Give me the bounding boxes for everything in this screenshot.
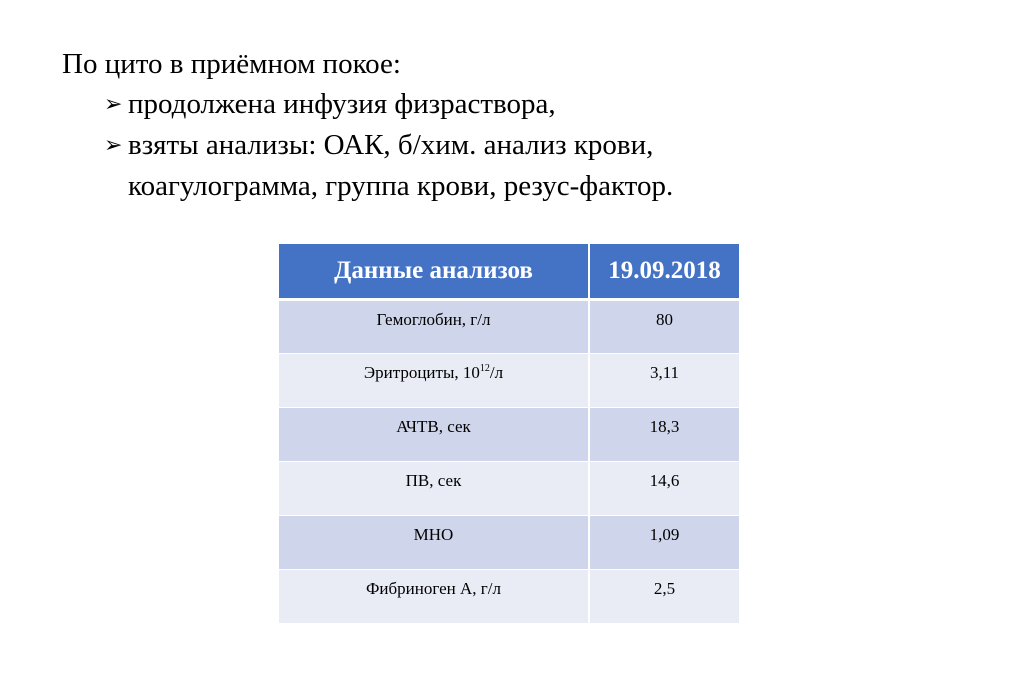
slide-heading: По цито в приёмном покое:: [62, 48, 401, 80]
row-label: ПВ, сек: [279, 462, 589, 516]
lab-results-table: [279, 244, 739, 624]
row-value: 18,3: [589, 408, 739, 462]
bullet-text: продолжена инфузия физраствора,: [128, 88, 556, 120]
row-label: Фибриноген А, г/л: [279, 570, 589, 624]
row-label-exponent: 12: [479, 363, 490, 374]
bullet-list: [104, 84, 904, 206]
row-label-prefix: Эритроциты, 10: [363, 363, 480, 382]
arrow-bullet-icon: ➢: [104, 92, 123, 117]
row-value: 14,6: [589, 462, 739, 516]
row-label: Гемоглобин, г/л: [279, 300, 589, 354]
row-label: МНО: [279, 516, 589, 570]
table-row: [279, 462, 739, 516]
row-label: АЧТВ, сек: [279, 408, 589, 462]
bullet-item-analyses: [104, 125, 904, 206]
table-header-row: [279, 244, 739, 300]
column-header-analysis: Данные анализов: [279, 244, 589, 300]
row-value: 1,09: [589, 516, 739, 570]
row-value: 3,11: [589, 354, 739, 408]
arrow-bullet-icon: ➢: [104, 133, 123, 158]
table-row: [279, 300, 739, 354]
table-row: [279, 408, 739, 462]
bullet-item-infusion: [104, 84, 904, 125]
table-row: [279, 570, 739, 624]
row-value: 2,5: [589, 570, 739, 624]
table-row: [279, 354, 739, 408]
bullet-text-continuation: коагулограмма, группа крови, резус-фактор.: [128, 170, 674, 202]
row-label: [279, 354, 589, 408]
row-label-suffix: /л: [489, 363, 504, 382]
column-header-date: 19.09.2018: [589, 244, 739, 300]
row-value: 80: [589, 300, 739, 354]
bullet-text: взяты анализы: ОАК, б/хим. анализ крови,: [128, 129, 654, 161]
table-row: [279, 516, 739, 570]
